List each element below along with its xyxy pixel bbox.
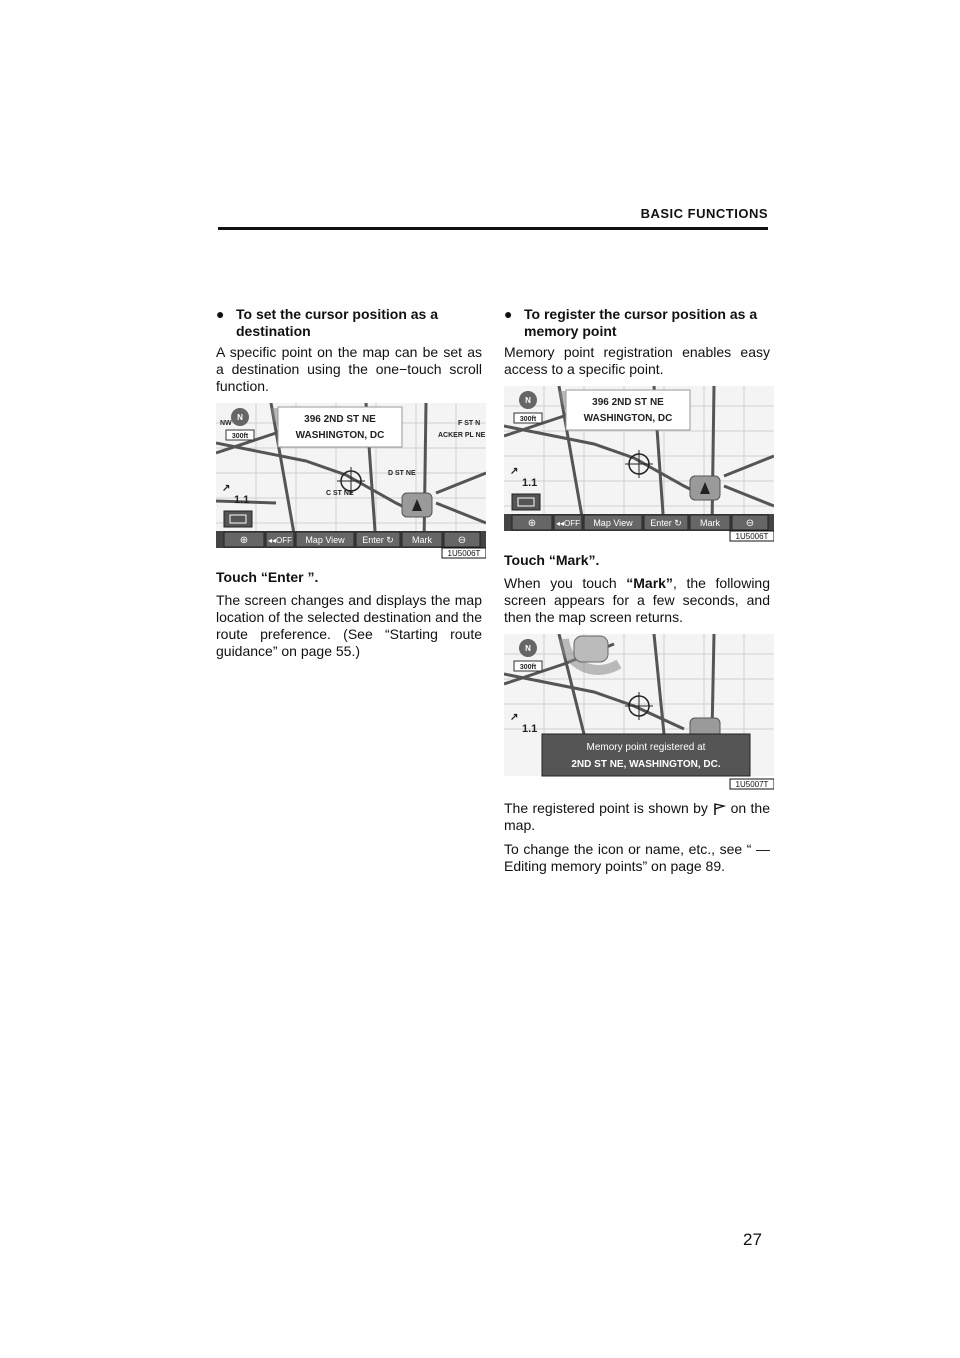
svg-text:Map View: Map View — [593, 518, 633, 528]
svg-text:Enter ↻: Enter ↻ — [650, 518, 682, 528]
page-number: 27 — [743, 1230, 762, 1249]
right-intro: Memory point registration enables easy access to a specific point. — [504, 344, 770, 377]
dialog-line-2: 2ND ST NE, WASHINGTON, DC. — [571, 759, 721, 770]
memory-flag-icon — [712, 802, 726, 816]
svg-text:Mark: Mark — [700, 518, 720, 528]
svg-text:N: N — [237, 413, 243, 422]
dialog-line-1: Memory point registered at — [586, 742, 706, 753]
map-button-bar[interactable] — [224, 532, 480, 547]
left-intro: A specific point on the map can be set as a destination using the one−touch scroll function. — [216, 344, 482, 394]
map-screen-3 — [504, 634, 774, 790]
street-label: NW — [220, 420, 232, 427]
svg-text:Map View: Map View — [305, 535, 345, 545]
street-label: F ST N — [458, 420, 481, 427]
header-rule — [218, 227, 768, 230]
map-button-bar[interactable] — [512, 515, 768, 530]
right-change: To change the icon or name, etc., see “ — Editing memory points” on page 89. — [504, 841, 770, 874]
right-heading — [504, 306, 770, 340]
svg-text:↗: ↗ — [510, 712, 519, 723]
figure-code: 1U5006T — [447, 549, 481, 558]
svg-text:◂◂OFF: ◂◂OFF — [267, 536, 293, 545]
svg-text:⊖: ⊖ — [745, 518, 755, 529]
scale-label: 300ft — [519, 664, 537, 671]
svg-text:N: N — [525, 644, 531, 653]
screen-toggle-icon — [224, 511, 252, 527]
scale-label: 300ft — [519, 416, 537, 423]
left-body: The screen changes and displays the map location of the selected destination and the route preference. (See “Starting route guidance” on page 55.) — [216, 592, 482, 659]
section-header: BASIC FUNCTIONS — [640, 206, 768, 221]
bullet-icon: ● — [504, 306, 513, 322]
svg-text:↗: ↗ — [510, 466, 519, 477]
left-column — [216, 306, 486, 667]
map-screen-2 — [504, 386, 774, 542]
address-line-2: WASHINGTON, DC — [295, 430, 385, 441]
scale-value: 1.1 — [522, 477, 538, 489]
right-column — [504, 306, 770, 882]
left-touch-text: Touch “Enter ”. — [216, 569, 319, 585]
scale-value: 1.1 — [522, 723, 538, 735]
right-heading-text: To register the cursor position as a memory point — [524, 306, 758, 339]
scale-label: 300ft — [231, 433, 249, 440]
right-body-post: , the following screen appears for a few seconds, and then the map screen returns. — [504, 575, 771, 625]
address-line-2: WASHINGTON, DC — [583, 413, 673, 424]
figure-code: 1U5006T — [735, 532, 769, 541]
svg-text:Enter ↻: Enter ↻ — [362, 535, 394, 545]
street-label: C ST NE — [326, 490, 354, 497]
right-touch-instruction: Touch “Mark”. — [504, 552, 600, 568]
scale-value: 1.1 — [234, 494, 250, 506]
figure-code: 1U5007T — [735, 780, 769, 789]
screen-toggle-icon — [512, 494, 540, 510]
address-line-1: 396 2ND ST NE — [592, 397, 664, 408]
address-line-1: 396 2ND ST NE — [304, 414, 376, 425]
street-label: ACKER PL NE — [438, 432, 486, 439]
shown-pre: The registered point is shown by — [504, 800, 713, 816]
left-heading — [216, 306, 482, 340]
map-screen-1 — [216, 403, 486, 559]
map-screen-1-svg — [216, 403, 486, 559]
right-shown-by — [504, 800, 770, 834]
svg-text:◂◂OFF: ◂◂OFF — [555, 519, 581, 528]
left-heading-text: To set the cursor position as a destination — [236, 306, 439, 339]
svg-text:⊕: ⊕ — [239, 535, 249, 546]
svg-text:↗: ↗ — [222, 483, 231, 494]
right-body — [504, 575, 770, 626]
svg-text:⊖: ⊖ — [457, 535, 467, 546]
svg-text:N: N — [525, 396, 531, 405]
shown-post: on the map. — [504, 800, 770, 833]
street-label: D ST NE — [388, 470, 416, 477]
bullet-icon: ● — [216, 306, 225, 322]
map-screen-3-svg — [504, 634, 774, 790]
svg-text:Mark: Mark — [412, 535, 432, 545]
svg-text:⊕: ⊕ — [527, 518, 537, 529]
left-touch-instruction — [216, 569, 482, 585]
map-screen-2-svg — [504, 386, 774, 542]
right-body-pre: When you touch — [504, 575, 627, 591]
right-body-bold: “Mark” — [626, 575, 673, 591]
